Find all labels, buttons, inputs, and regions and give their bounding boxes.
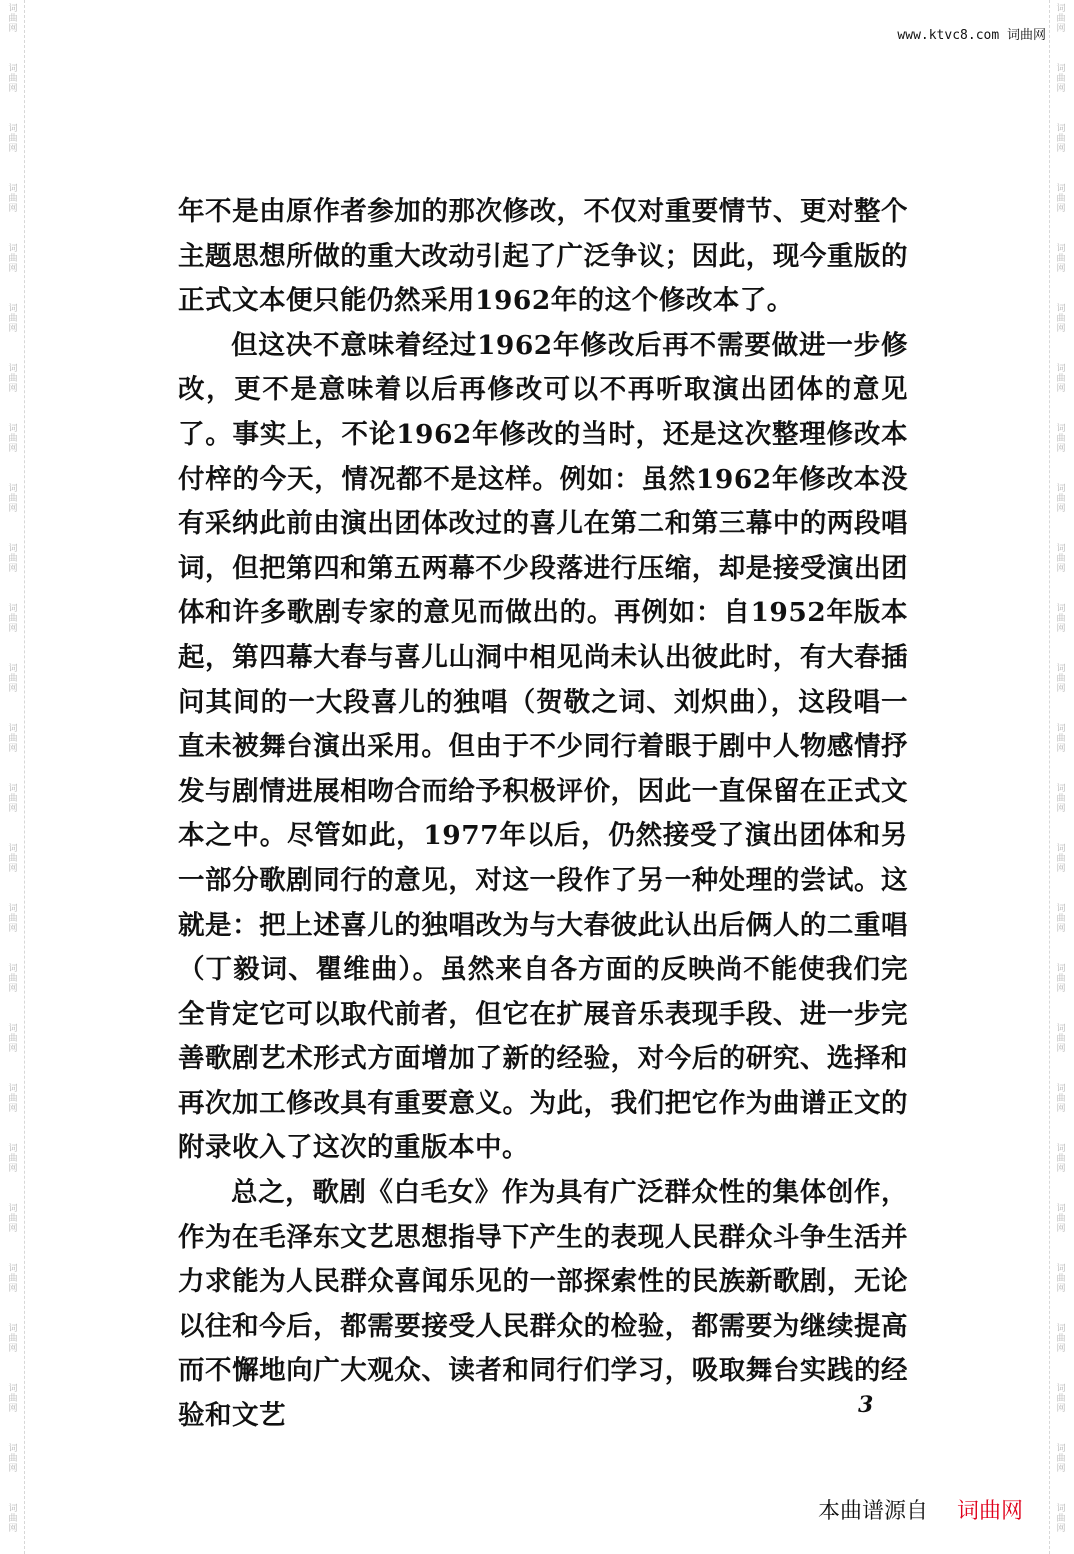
watermark-text: 词 曲 网: [1056, 904, 1066, 934]
header-site-url[interactable]: www.ktvc8.com 词曲网: [897, 28, 1046, 43]
paragraph-1: 年不是由原作者参加的那次修改，不仅对重要情节、更对整个主题思想所做的重大改动引起了广泛争议；因此，现今重版的正式文本便只能仍然采用1962年的这个修改本了。: [178, 196, 908, 317]
watermark-text: 词 曲 网: [1056, 124, 1066, 154]
watermark-text: 词 曲 网: [1056, 1504, 1066, 1534]
watermark-text: 词 曲 网: [1056, 1204, 1066, 1234]
watermark-text: 词 曲 网: [1056, 784, 1066, 814]
watermark-text: 词 曲 网: [8, 184, 18, 214]
watermark-text: 词 曲 网: [8, 424, 18, 454]
watermark-text: 词 曲 网: [1056, 244, 1066, 274]
watermark-text: 词 曲 网: [8, 784, 18, 814]
watermark-text: 词 曲 网: [1056, 1384, 1066, 1414]
watermark-text: 词 曲 网: [8, 904, 18, 934]
page-number: 3: [858, 1392, 874, 1418]
left-watermark-strip: [2, 0, 25, 1554]
watermark-text: 词 曲 网: [1056, 1444, 1066, 1474]
watermark-text: 词 曲 网: [1056, 1144, 1066, 1174]
watermark-text: 词 曲 网: [1056, 424, 1066, 454]
watermark-text: 词 曲 网: [8, 124, 18, 154]
footer-brand-link[interactable]: 词曲网: [957, 1499, 1024, 1524]
footer-source: [818, 1494, 1023, 1525]
watermark-text: 词 曲 网: [1056, 1084, 1066, 1114]
watermark-text: 词 曲 网: [8, 244, 18, 274]
watermark-text: 词 曲 网: [1056, 1024, 1066, 1054]
watermark-text: 词 曲 网: [8, 1384, 18, 1414]
watermark-text: 词 曲 网: [8, 1084, 18, 1114]
watermark-text: 词 曲 网: [1056, 544, 1066, 574]
document-body: [178, 190, 908, 1439]
watermark-text: 词 曲 网: [8, 1444, 18, 1474]
watermark-text: 词 曲 网: [8, 304, 18, 334]
watermark-text: 词 曲 网: [8, 1204, 18, 1234]
watermark-text: 词 曲 网: [8, 664, 18, 694]
watermark-text: 词 曲 网: [1056, 844, 1066, 874]
watermark-text: 词 曲 网: [8, 724, 18, 754]
watermark-text: 词 曲 网: [8, 484, 18, 514]
watermark-text: 词 曲 网: [1056, 364, 1066, 394]
footer-source-label: 本曲谱源自: [818, 1499, 929, 1524]
watermark-text: 词 曲 网: [1056, 64, 1066, 94]
watermark-text: 词 曲 网: [8, 1504, 18, 1534]
watermark-text: 词 曲 网: [8, 1324, 18, 1354]
paragraph-2: 但这决不意味着经过1962年修改后再不需要做进一步修改，更不是意味着以后再修改可以不再听取演出团体的意见了。事实上，不论1962年修改的当时，还是这次整理修改本付梓的今天，情况都不是这样。例如：虽然1962年修改本没有采纳此前由演出团体改过的喜儿在第二和第三幕中的两段唱词，但把第四和第五两幕不少段落进行压缩，却是接受演出团体和许多歌剧专家的意见而做出的。再例如：自1952年版本起，第四幕大春与喜儿山洞中相见尚未认出彼此时，有大春插问其间的一大段喜儿的独唱（贺敬之词、刘炽曲），这段唱一直未被舞台演出采用。但由于不少同行着眼于剧中人物感情抒发与剧情进展相吻合而给予积极评价，因此一直保留在正式文本之中。尽管如此，1977年以后，仍然接受了演出团体和另一部分歌剧同行的意见，对这一段作了另一种处理的尝试。这就是：把上述喜儿的独唱改为与大春彼此认出后俩人的二重唱（丁毅词、瞿维曲）。虽然来自各方面的反映尚不能使我们完全肯定它可以取代前者，但它在扩展音乐表现手段、进一步完善歌剧艺术形式方面增加了新的经验，对今后的研究、选择和再次加工修改具有重要意义。为此，我们把它作为曲谱正文的附录收入了这次的重版本中。: [178, 329, 908, 1164]
watermark-text: 词 曲 网: [8, 844, 18, 874]
watermark-text: 词 曲 网: [1056, 1324, 1066, 1354]
watermark-text: 词 曲 网: [8, 4, 18, 34]
watermark-text: 词 曲 网: [1056, 1264, 1066, 1294]
watermark-text: 词 曲 网: [1056, 964, 1066, 994]
watermark-text: 词 曲 网: [8, 1264, 18, 1294]
watermark-text: 词 曲 网: [8, 964, 18, 994]
watermark-text: 词 曲 网: [8, 1024, 18, 1054]
watermark-text: 词 曲 网: [1056, 724, 1066, 754]
watermark-text: 词 曲 网: [8, 604, 18, 634]
watermark-text: 词 曲 网: [8, 544, 18, 574]
watermark-text: 词 曲 网: [1056, 4, 1066, 34]
watermark-text: 词 曲 网: [8, 64, 18, 94]
watermark-text: 词 曲 网: [1056, 664, 1066, 694]
watermark-text: 词 曲 网: [8, 1144, 18, 1174]
watermark-text: 词 曲 网: [1056, 484, 1066, 514]
watermark-text: 词 曲 网: [1056, 304, 1066, 334]
right-watermark-strip: [1049, 0, 1072, 1554]
watermark-text: 词 曲 网: [8, 364, 18, 394]
watermark-text: 词 曲 网: [1056, 184, 1066, 214]
watermark-text: 词 曲 网: [1056, 604, 1066, 634]
paragraph-3: 总之，歌剧《白毛女》作为具有广泛群众性的集体创作，作为在毛泽东文艺思想指导下产生的表现人民群众斗争生活并力求能为人民群众喜闻乐见的一部探索性的民族新歌剧，无论以往和今后，都需要接受人民群众的检验，都需要为继续提高而不懈地向广大观众、读者和同行们学习，吸取舞台实践的经验和文艺: [178, 1177, 908, 1432]
